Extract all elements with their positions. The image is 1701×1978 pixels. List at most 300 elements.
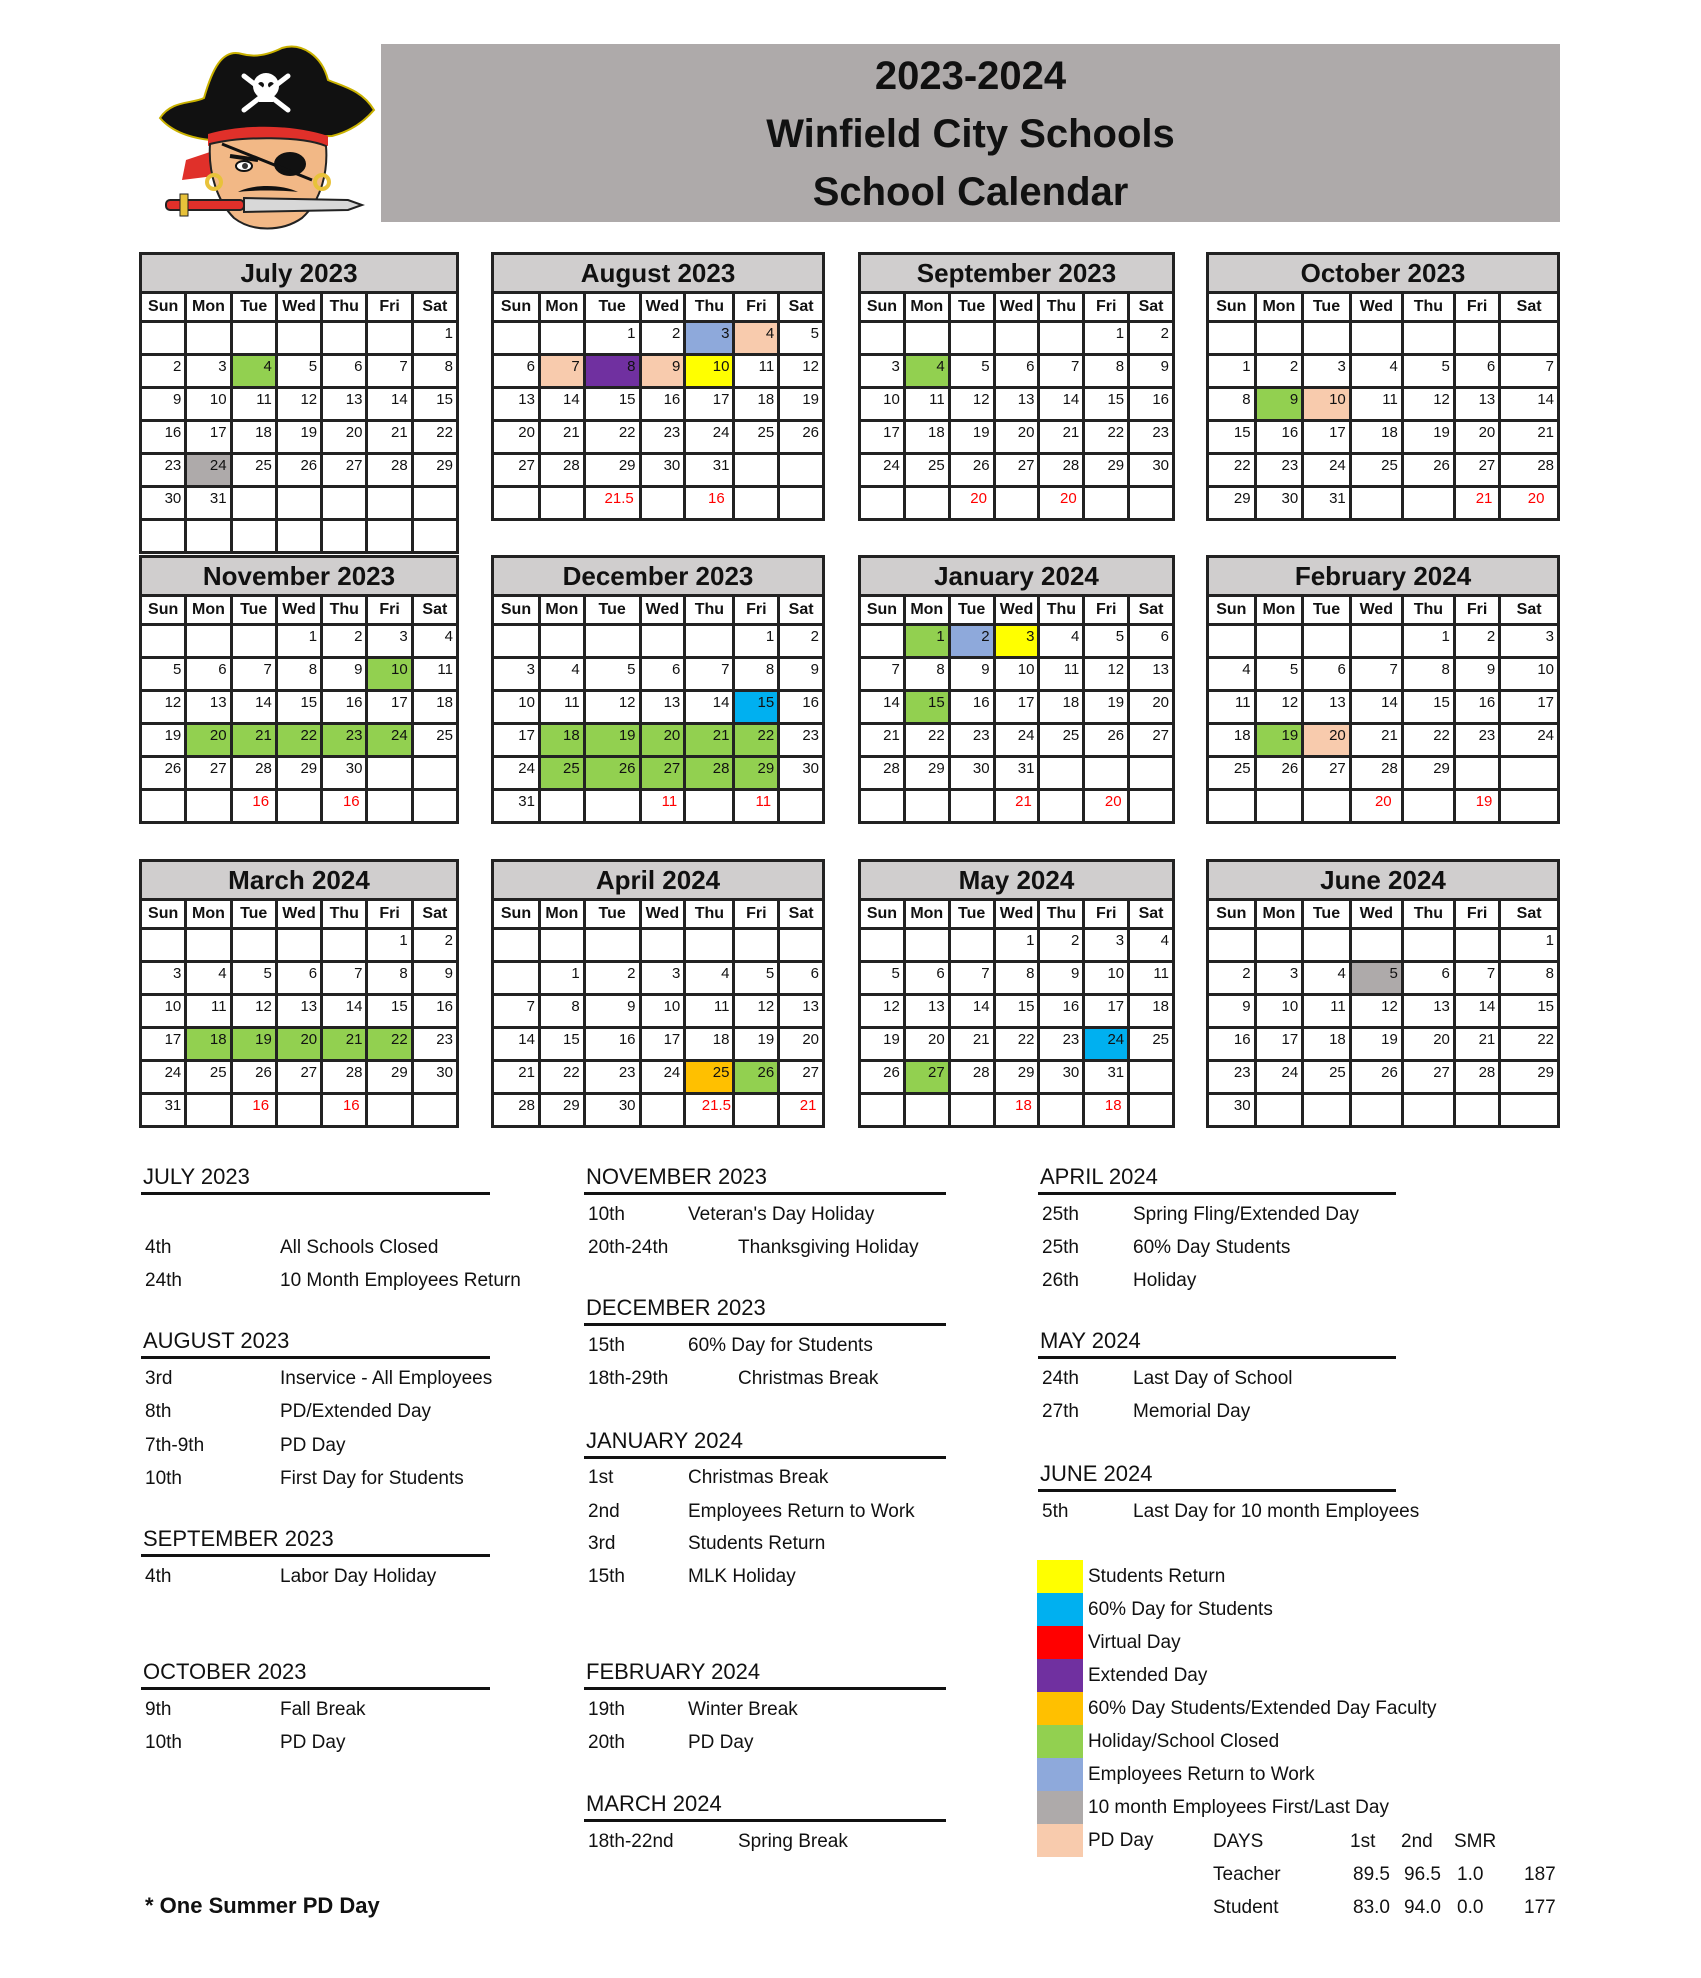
day-count xyxy=(735,488,777,518)
month-title: June 2024 xyxy=(1209,862,1557,898)
event-date: 10th xyxy=(145,1732,182,1753)
day-cell: 30 xyxy=(1130,455,1172,485)
weekday-header: Tue xyxy=(233,294,275,320)
event-month-heading: NOVEMBER 2023 xyxy=(584,1164,946,1195)
day-cell: 26 xyxy=(780,422,822,452)
event-date: 1st xyxy=(588,1467,614,1488)
weekday-header: Fri xyxy=(1085,597,1127,623)
day-count: 16 xyxy=(323,791,365,821)
weekday-header: Wed xyxy=(278,294,320,320)
day-cell: 27 xyxy=(1304,758,1349,788)
event-month-heading: MARCH 2024 xyxy=(584,1791,946,1822)
day-count: 21.5 xyxy=(586,488,639,518)
day-cell: 19 xyxy=(1085,692,1127,722)
day-cell: 4 xyxy=(735,323,777,353)
day-cell xyxy=(861,323,903,353)
weekday-header: Mon xyxy=(187,294,229,320)
day-cell: 29 xyxy=(1501,1062,1557,1092)
weekday-header: Wed xyxy=(996,294,1038,320)
day-cell: 9 xyxy=(951,659,993,689)
day-cell xyxy=(1257,626,1302,656)
weekday-header: Sun xyxy=(861,901,903,927)
day-cell: 28 xyxy=(861,758,903,788)
day-cell: 12 xyxy=(735,996,777,1026)
day-cell: 1 xyxy=(1209,356,1254,386)
days-table-row-label: Teacher xyxy=(1213,1864,1281,1885)
day-cell: 7 xyxy=(541,356,583,386)
day-cell: 11 xyxy=(906,389,948,419)
day-cell: 25 xyxy=(541,758,583,788)
event-month-heading: MAY 2024 xyxy=(1038,1328,1396,1359)
event-date: 18th-22nd xyxy=(588,1831,674,1852)
day-cell: 4 xyxy=(906,356,948,386)
day-cell: 9 xyxy=(323,659,365,689)
day-cell: 4 xyxy=(1130,930,1172,960)
day-cell: 10 xyxy=(1304,389,1349,419)
day-cell: 28 xyxy=(686,758,732,788)
day-cell: 20 xyxy=(494,422,538,452)
day-cell xyxy=(1304,626,1349,656)
day-count xyxy=(780,791,822,821)
day-cell: 14 xyxy=(951,996,993,1026)
day-cell: 22 xyxy=(278,725,320,755)
event-date: 25th xyxy=(1042,1237,1079,1258)
event-description: All Schools Closed xyxy=(280,1237,439,1258)
day-count xyxy=(1456,1095,1498,1125)
weekday-header: Tue xyxy=(951,294,993,320)
event-month-heading: DECEMBER 2023 xyxy=(584,1295,946,1326)
day-cell xyxy=(323,930,365,960)
day-cell: 31 xyxy=(494,791,538,821)
day-cell: 1 xyxy=(586,323,639,353)
day-cell: 23 xyxy=(951,725,993,755)
day-cell xyxy=(414,488,456,518)
day-cell: 12 xyxy=(861,996,903,1026)
day-cell: 31 xyxy=(1085,1062,1127,1092)
day-cell: 31 xyxy=(142,1095,184,1125)
event-description: Christmas Break xyxy=(738,1368,879,1389)
weekday-header: Sat xyxy=(1130,294,1172,320)
day-cell: 7 xyxy=(1501,356,1557,386)
day-cell xyxy=(414,758,456,788)
day-cell: 2 xyxy=(1040,930,1082,960)
weekday-header: Fri xyxy=(1085,294,1127,320)
event-description: PD/Extended Day xyxy=(280,1401,432,1422)
month-calendar xyxy=(858,555,1175,824)
legend-swatch-sixty-pct-extended-faculty xyxy=(1037,1692,1083,1725)
weekday-header: Wed xyxy=(996,597,1038,623)
day-cell: 19 xyxy=(735,1029,777,1059)
legend-label: Holiday/School Closed xyxy=(1088,1731,1280,1752)
day-cell: 13 xyxy=(780,996,822,1026)
month-calendar xyxy=(139,252,459,554)
event-description: Spring Break xyxy=(738,1831,848,1852)
day-cell: 31 xyxy=(996,758,1038,788)
day-cell: 17 xyxy=(861,422,903,452)
day-cell: 24 xyxy=(1085,1029,1127,1059)
legend-swatch-ten-month-first-last xyxy=(1037,1791,1083,1824)
month-title: November 2023 xyxy=(142,558,456,594)
day-count xyxy=(1501,1095,1557,1125)
event-description: Employees Return to Work xyxy=(688,1501,915,1522)
day-cell: 30 xyxy=(951,758,993,788)
day-count xyxy=(906,791,948,821)
event-description: PD Day xyxy=(688,1732,754,1753)
event-month-heading: JUNE 2024 xyxy=(1038,1461,1396,1492)
day-cell: 21 xyxy=(494,1062,538,1092)
days-table-value: 187 xyxy=(1524,1864,1556,1885)
event-month-heading: APRIL 2024 xyxy=(1038,1164,1396,1195)
day-count xyxy=(861,1095,903,1125)
day-cell: 19 xyxy=(780,389,822,419)
day-count xyxy=(368,521,410,551)
weekday-header: Sat xyxy=(414,294,456,320)
day-cell: 8 xyxy=(278,659,320,689)
day-cell: 3 xyxy=(1304,356,1349,386)
event-date: 3rd xyxy=(145,1368,173,1389)
event-description: First Day for Students xyxy=(280,1468,464,1489)
day-cell: 4 xyxy=(1352,356,1401,386)
day-count: 21 xyxy=(996,791,1038,821)
day-cell: 7 xyxy=(1456,963,1498,993)
day-cell xyxy=(1209,323,1254,353)
legend-label: Extended Day xyxy=(1088,1665,1208,1686)
day-cell: 6 xyxy=(1304,659,1349,689)
day-cell: 22 xyxy=(1501,1029,1557,1059)
day-cell: 8 xyxy=(414,356,456,386)
weekday-header: Fri xyxy=(368,597,410,623)
day-cell: 11 xyxy=(541,692,583,722)
day-cell: 16 xyxy=(323,692,365,722)
day-cell xyxy=(861,626,903,656)
day-cell: 29 xyxy=(368,1062,410,1092)
event-description: Last Day of School xyxy=(1133,1368,1293,1389)
day-cell: 3 xyxy=(1085,930,1127,960)
day-cell: 13 xyxy=(1304,692,1349,722)
day-cell xyxy=(233,323,275,353)
day-cell xyxy=(233,930,275,960)
day-cell: 15 xyxy=(996,996,1038,1026)
weekday-header: Thu xyxy=(1404,597,1453,623)
event-description: Students Return xyxy=(688,1533,826,1554)
day-cell: 6 xyxy=(1130,626,1172,656)
day-cell xyxy=(494,323,538,353)
day-cell: 11 xyxy=(735,356,777,386)
day-cell: 25 xyxy=(686,1062,732,1092)
day-cell: 1 xyxy=(996,930,1038,960)
event-date: 27th xyxy=(1042,1401,1079,1422)
day-cell: 15 xyxy=(368,996,410,1026)
day-cell: 14 xyxy=(1040,389,1082,419)
day-cell: 31 xyxy=(686,455,732,485)
day-cell: 20 xyxy=(780,1029,822,1059)
day-cell xyxy=(1404,323,1453,353)
day-cell: 19 xyxy=(1257,725,1302,755)
event-date: 18th-29th xyxy=(588,1368,669,1389)
day-count xyxy=(1501,791,1557,821)
day-cell: 24 xyxy=(686,422,732,452)
day-cell: 11 xyxy=(1040,659,1082,689)
day-cell xyxy=(142,930,184,960)
day-cell: 5 xyxy=(951,356,993,386)
weekday-header: Sun xyxy=(494,597,538,623)
day-cell: 18 xyxy=(541,725,583,755)
day-cell: 8 xyxy=(586,356,639,386)
event-description: Memorial Day xyxy=(1133,1401,1251,1422)
day-cell: 29 xyxy=(1404,758,1453,788)
event-date: 8th xyxy=(145,1401,172,1422)
month-calendar xyxy=(491,252,825,521)
day-cell: 17 xyxy=(142,1029,184,1059)
weekday-header: Sun xyxy=(861,597,903,623)
day-cell xyxy=(1456,758,1498,788)
day-cell: 14 xyxy=(541,389,583,419)
day-cell: 6 xyxy=(996,356,1038,386)
day-cell: 25 xyxy=(233,455,275,485)
day-cell: 10 xyxy=(686,356,732,386)
day-cell xyxy=(1040,323,1082,353)
day-cell xyxy=(951,930,993,960)
day-cell: 12 xyxy=(1404,389,1453,419)
day-cell: 6 xyxy=(278,963,320,993)
day-cell xyxy=(187,626,229,656)
day-count xyxy=(541,791,583,821)
day-cell xyxy=(586,626,639,656)
day-cell: 30 xyxy=(780,758,822,788)
day-count xyxy=(951,1095,993,1125)
day-cell xyxy=(1304,930,1349,960)
day-cell: 4 xyxy=(233,356,275,386)
weekday-header: Sun xyxy=(142,901,184,927)
day-cell: 23 xyxy=(642,422,684,452)
day-cell: 20 xyxy=(906,1029,948,1059)
day-cell: 9 xyxy=(1257,389,1302,419)
day-cell xyxy=(368,488,410,518)
day-cell: 13 xyxy=(1404,996,1453,1026)
event-date: 3rd xyxy=(588,1533,616,1554)
day-cell: 1 xyxy=(906,626,948,656)
weekday-header: Thu xyxy=(1040,901,1082,927)
day-count xyxy=(187,521,229,551)
day-count: 16 xyxy=(233,1095,275,1125)
day-cell: 24 xyxy=(494,758,538,788)
event-date: 7th-9th xyxy=(145,1435,205,1456)
weekday-header: Tue xyxy=(233,597,275,623)
day-cell: 18 xyxy=(1040,692,1082,722)
weekday-header: Thu xyxy=(1040,597,1082,623)
day-cell: 20 xyxy=(278,1029,320,1059)
weekday-header: Sat xyxy=(414,597,456,623)
weekday-header: Sat xyxy=(414,901,456,927)
day-cell: 30 xyxy=(642,455,684,485)
day-cell: 23 xyxy=(1130,422,1172,452)
pirate-mascot-logo xyxy=(152,40,380,232)
day-cell: 14 xyxy=(494,1029,538,1059)
day-cell xyxy=(1130,1062,1172,1092)
day-cell: 15 xyxy=(735,692,777,722)
day-cell: 25 xyxy=(414,725,456,755)
day-cell: 28 xyxy=(323,1062,365,1092)
day-cell: 12 xyxy=(1352,996,1401,1026)
day-cell xyxy=(1456,930,1498,960)
event-description: PD Day xyxy=(280,1435,346,1456)
day-cell: 20 xyxy=(1404,1029,1453,1059)
days-table-value: 1.0 xyxy=(1457,1864,1484,1885)
day-cell: 2 xyxy=(1209,963,1254,993)
event-description: Holiday xyxy=(1133,1270,1197,1291)
event-date: 5th xyxy=(1042,1501,1069,1522)
day-cell: 27 xyxy=(1404,1062,1453,1092)
weekday-header: Thu xyxy=(323,294,365,320)
month-title: December 2023 xyxy=(494,558,822,594)
event-description: Inservice - All Employees xyxy=(280,1368,493,1389)
day-cell: 26 xyxy=(735,1062,777,1092)
day-cell xyxy=(780,930,822,960)
event-description: Thanksgiving Holiday xyxy=(738,1237,919,1258)
day-cell: 24 xyxy=(142,1062,184,1092)
day-cell xyxy=(1085,758,1127,788)
day-cell: 5 xyxy=(1404,356,1453,386)
day-cell: 21 xyxy=(1501,422,1557,452)
day-cell: 17 xyxy=(1501,692,1557,722)
day-count: 16 xyxy=(233,791,275,821)
day-cell: 7 xyxy=(323,963,365,993)
day-cell xyxy=(642,626,684,656)
day-cell: 14 xyxy=(1352,692,1401,722)
day-cell: 4 xyxy=(686,963,732,993)
event-date: 24th xyxy=(145,1270,182,1291)
event-description: 60% Day for Students xyxy=(688,1335,873,1356)
days-table-value: 0.0 xyxy=(1457,1897,1484,1918)
weekday-header: Fri xyxy=(735,901,777,927)
day-count: 21 xyxy=(780,1095,822,1125)
day-cell: 6 xyxy=(780,963,822,993)
day-count xyxy=(1130,1095,1172,1125)
weekday-header: Mon xyxy=(187,597,229,623)
event-description: Fall Break xyxy=(280,1699,366,1720)
day-count: 20 xyxy=(1040,488,1082,518)
day-cell: 25 xyxy=(1352,455,1401,485)
day-count xyxy=(642,1095,684,1125)
day-cell: 10 xyxy=(861,389,903,419)
day-cell: 18 xyxy=(187,1029,229,1059)
day-cell xyxy=(187,930,229,960)
event-month-heading: JULY 2023 xyxy=(141,1164,490,1195)
day-cell: 23 xyxy=(1456,725,1498,755)
calendar-header xyxy=(381,44,1560,222)
day-cell: 27 xyxy=(323,455,365,485)
weekday-header: Wed xyxy=(1352,901,1401,927)
event-description: Christmas Break xyxy=(688,1467,829,1488)
day-cell: 27 xyxy=(642,758,684,788)
day-cell: 11 xyxy=(1304,996,1349,1026)
weekday-header: Fri xyxy=(735,294,777,320)
event-date: 20th-24th xyxy=(588,1237,669,1258)
footnote: * One Summer PD Day xyxy=(145,1893,380,1918)
day-cell: 10 xyxy=(642,996,684,1026)
day-cell: 1 xyxy=(1501,930,1557,960)
day-cell: 22 xyxy=(1085,422,1127,452)
day-cell: 14 xyxy=(861,692,903,722)
day-cell: 12 xyxy=(233,996,275,1026)
day-count xyxy=(1304,1095,1349,1125)
event-date: 15th xyxy=(588,1566,625,1587)
day-cell: 13 xyxy=(1456,389,1498,419)
day-cell: 27 xyxy=(278,1062,320,1092)
day-cell: 12 xyxy=(1257,692,1302,722)
day-cell: 30 xyxy=(1257,488,1302,518)
day-cell xyxy=(278,488,320,518)
day-cell xyxy=(541,323,583,353)
day-cell: 17 xyxy=(996,692,1038,722)
weekday-header: Wed xyxy=(1352,294,1401,320)
day-cell: 14 xyxy=(233,692,275,722)
day-cell xyxy=(278,930,320,960)
day-cell: 30 xyxy=(586,1095,639,1125)
day-cell: 20 xyxy=(323,422,365,452)
day-count xyxy=(951,791,993,821)
event-date: 15th xyxy=(588,1335,625,1356)
day-cell: 18 xyxy=(686,1029,732,1059)
day-count xyxy=(642,488,684,518)
day-cell: 7 xyxy=(1352,659,1401,689)
day-count: 18 xyxy=(996,1095,1038,1125)
day-cell xyxy=(233,488,275,518)
day-cell: 25 xyxy=(187,1062,229,1092)
event-month-heading: AUGUST 2023 xyxy=(141,1328,490,1359)
weekday-header: Sun xyxy=(1209,294,1254,320)
day-cell xyxy=(780,455,822,485)
month-title: July 2023 xyxy=(142,255,456,291)
day-cell: 21 xyxy=(1352,725,1401,755)
month-calendar xyxy=(1206,555,1560,824)
school-year-title: 2023-2024 xyxy=(874,54,1067,98)
day-cell: 5 xyxy=(1352,963,1401,993)
day-cell: 3 xyxy=(187,356,229,386)
day-cell: 2 xyxy=(586,963,639,993)
day-cell: 6 xyxy=(323,356,365,386)
day-cell xyxy=(323,488,365,518)
day-cell: 21 xyxy=(686,725,732,755)
month-title: September 2023 xyxy=(861,255,1172,291)
day-cell xyxy=(368,758,410,788)
day-cell: 12 xyxy=(780,356,822,386)
day-cell xyxy=(368,323,410,353)
day-cell: 27 xyxy=(906,1062,948,1092)
day-cell: 23 xyxy=(414,1029,456,1059)
day-cell: 14 xyxy=(686,692,732,722)
day-cell: 18 xyxy=(233,422,275,452)
day-cell xyxy=(951,323,993,353)
day-cell: 18 xyxy=(735,389,777,419)
day-cell: 11 xyxy=(233,389,275,419)
day-cell: 9 xyxy=(642,356,684,386)
day-cell: 7 xyxy=(1040,356,1082,386)
legend-label: 60% Day Students/Extended Day Faculty xyxy=(1088,1698,1437,1719)
day-cell: 6 xyxy=(642,659,684,689)
day-cell: 30 xyxy=(1040,1062,1082,1092)
day-cell xyxy=(1404,930,1453,960)
day-count: 18 xyxy=(1085,1095,1127,1125)
days-table-column-header: SMR xyxy=(1454,1831,1497,1852)
day-cell: 17 xyxy=(187,422,229,452)
day-cell: 13 xyxy=(642,692,684,722)
day-cell xyxy=(1352,323,1401,353)
day-cell: 24 xyxy=(1304,455,1349,485)
day-cell xyxy=(323,323,365,353)
day-count xyxy=(323,521,365,551)
day-cell: 3 xyxy=(861,356,903,386)
